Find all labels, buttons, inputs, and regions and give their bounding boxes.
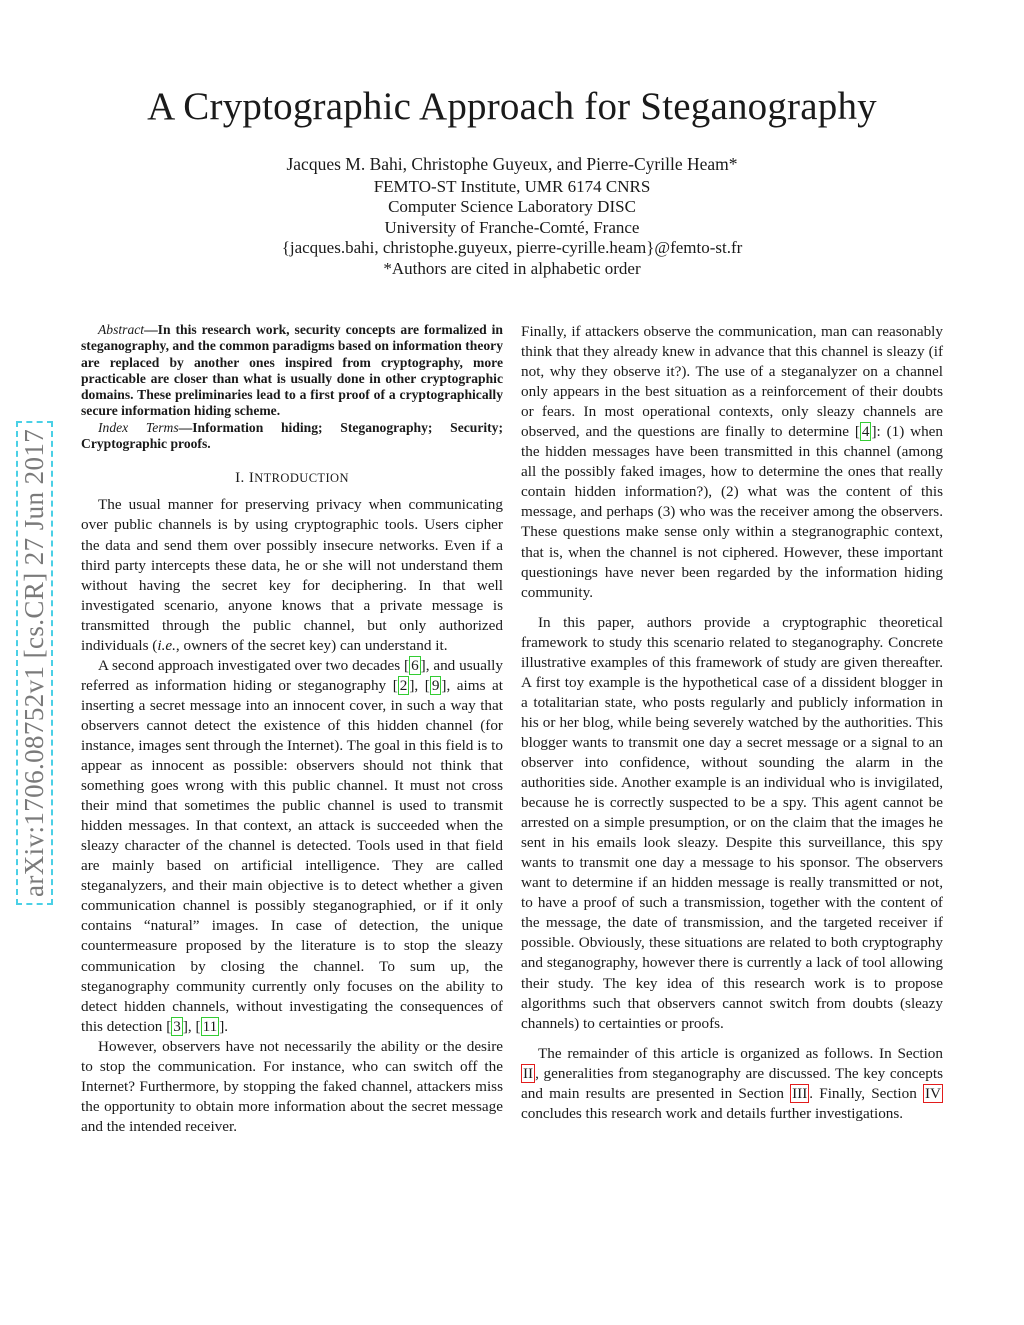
- body-paragraph: However, observers have not necessarily the ability or the desire to stop the communication. For instance, who can switch off the Internet? Furthermore, by stopping the faked channel, attackers miss the opportunity to obtain more information about the secret message and the intended receiver.: [81, 1037, 503, 1135]
- citation-link-4[interactable]: 4: [861, 423, 870, 441]
- abstract-text: —In this research work, security concepts are formalized in steganography, and the common paradigms based on information theory are replaced by another ones inspired from cryptography, more practicable are closer than what is usually done in other cryptographic domains. These preliminaries lead to a first proof of a cryptographically secure information hiding scheme.: [81, 322, 503, 419]
- body-paragraph: The remainder of this article is organized as follows. In Section II , generalities from steganography are discussed. The key concepts and main results are presented in Section III . Finally, Section IV concludes this research work and details further investigations.: [521, 1044, 943, 1122]
- section-link-3[interactable]: III: [792, 1084, 808, 1102]
- index-terms: [81, 420, 503, 453]
- index-terms-text: —Information hiding; Steganography; Security; Cryptographic proofs.: [81, 419, 503, 452]
- index-terms-label: Index Terms: [98, 419, 179, 435]
- section-link-2[interactable]: II: [523, 1064, 534, 1082]
- citation-link-2[interactable]: 2: [399, 676, 408, 694]
- left-column: [81, 322, 503, 1137]
- body-paragraph: In this paper, authors provide a cryptographic theoretical framework to study this scenario related to steganography. Concrete illustrative examples of this framework of study are given thereafter. A first toy example is the hypothetical case of a dissident blogger in a totalitarian state, who posts regularly and publicly information in his or her blog, while being severely watched by the authorities. This blogger wants to transmit one day a secret message or a signal to an observer into confidence, without sounding the alarm in the authorities side. Another example is an individual who is invigilated, because he is correctly suspected to be a spy. This agent cannot be arrested on a simple presumption, or on the claim that the images he sent in his emails look sleazy. Despite this surveillance, this spy wants to transmit one day a message to his sponsor. The observers want to determine if an hidden message is really transmitted or not, to have a proof of such a transmission, together with the content of the message, the date of transmission, and the targeted receiver if possible. Obviously, these situations are related to both cryptography and steganography, however there is currently a lack of tool allowing their study. The key idea of this research work is to propose algorithms such that observers cannot switch from doubts (sleazy channels) to certainties or proofs.: [521, 613, 943, 1032]
- author-order-note: *Authors are cited in alphabetic order: [383, 258, 641, 278]
- paper-title: A Cryptographic Approach for Steganography: [147, 85, 877, 128]
- author-names: Jacques M. Bahi, Christophe Guyeux, and Pierre-Cyrille Heam*: [286, 154, 738, 174]
- section-link-4[interactable]: IV: [924, 1084, 941, 1102]
- section-heading-introduction: I. INTRODUCTION: [235, 470, 349, 487]
- arxiv-identifier-link[interactable]: arXiv:1706.08752v1 [cs.CR] 27 Jun 2017: [16, 421, 53, 905]
- body-paragraph: The usual manner for preserving privacy when communicating over public channels is by using cryptographic tools. Users cipher the data and send them over possibly insecure networks. Even if a third party intercepts these data, he or she will not understand them without having the secret key for deciphering. In that well investigated scenario, anyone knows that a private message is transmitted through the public channel, but only authorized individuals (i.e., owners of the secret key) can understand it.: [81, 496, 503, 654]
- author-emails: {jacques.bahi, christophe.guyeux, pierre-cyrille.heam}@femto-st.fr: [281, 238, 743, 257]
- citation-link-6[interactable]: 6: [411, 656, 419, 674]
- body-paragraph: A second approach investigated over two decades [ 6 ], and usually referred as information hiding or steganography [ 2 ], [ 9 ], aims at inserting a secret message into an innocent cover, in such a way that observers cannot detect the existence of this hidden channel (for instance, images sent through the Internet). The goal in this field is to appear as innocent as possible: observers should not think that something goes wrong with this public channel. It must not cross their mind that sometimes the public channel is used to transmit hidden messages. In that context, an attack is succeeded when the sleazy character of the channel is detected. Tools used in that field are mainly based on artificial intelligence. They are called steganalyzers, and their main objective is to detect whether a given communication channel is possibly steganographied, or if it only contains “natural” images. In case of detection, the unique countermeasure proposed by the literature is to stop the sleazy communication by closing the channel. To sum up, the steganography community currently only focuses on the ability to detect hidden channels, without investigating the consequences of this detection [ 3 ], [ 11 ].: [81, 656, 503, 1035]
- abstract: [81, 322, 503, 420]
- affiliation-line: University of Franche-Comté, France: [384, 217, 640, 237]
- right-column: [521, 322, 943, 1124]
- citation-link-3[interactable]: 3: [173, 1017, 181, 1035]
- body-paragraph: Finally, if attackers observe the communication, man can reasonably think that they already knew in advance that this channel is sleazy (if not, why they observe it?). The use of a steganalyzer on a channel only appears in the best situation as a reinforcement of their doubts or fears. In most operational contexts, only sleazy channels are observed, and the questions are finally to determine [ 4 ]: (1) when the hidden messages have been transmitted in this channel (among all the possibly faked images, how to determine the ones that really contain hidden information?), (2) what was the content of this message, and perhaps (3) who was the receiver among the observers. These questions make sense only within a stegranographic context, that is, when the channel is not ciphered. However, these important questionings have never been regarded by the information hiding community.: [521, 323, 944, 601]
- abstract-label: Abstract: [98, 322, 145, 337]
- affiliation-line: FEMTO-ST Institute, UMR 6174 CNRS: [373, 176, 651, 196]
- citation-link-9[interactable]: 9: [431, 676, 440, 694]
- citation-link-11[interactable]: 11: [202, 1017, 218, 1035]
- affiliation-line: Computer Science Laboratory DISC: [388, 197, 636, 216]
- author-block: [0, 154, 1024, 279]
